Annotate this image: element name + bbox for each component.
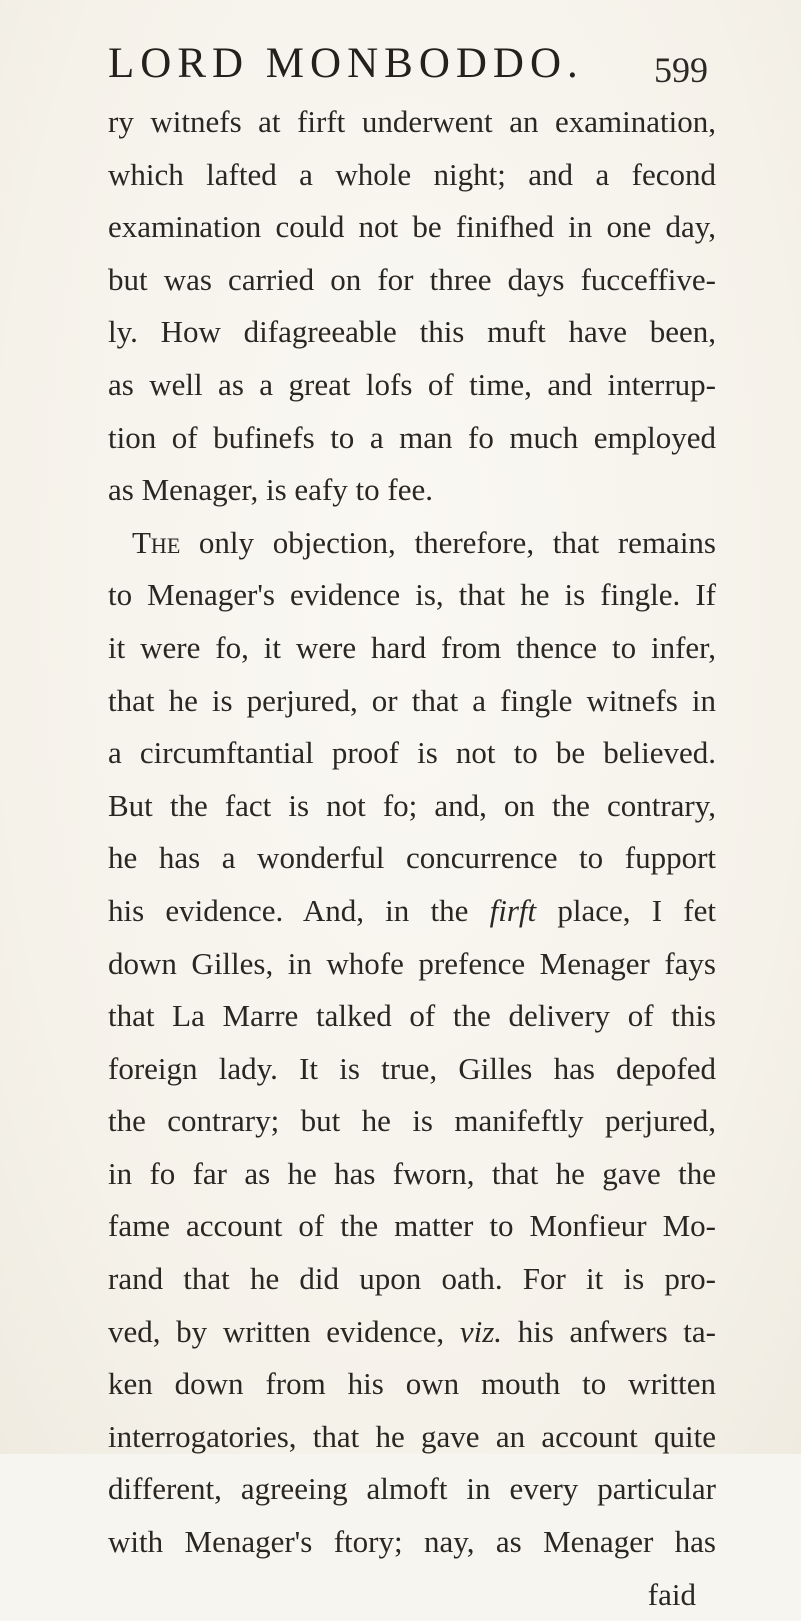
text-line-content	[132, 525, 716, 560]
text-line-part: place, I fet	[536, 892, 716, 928]
text-line-content	[108, 893, 716, 928]
text-line-content: as Menager, is eafy to fee.	[108, 472, 433, 508]
text-line: down Gilles, in whofe prefence Menager fays	[108, 945, 716, 981]
catchword: faid	[647, 1576, 696, 1612]
text-line: in fo far as he has fworn, that he gave the	[108, 1155, 716, 1191]
smallcaps-word: The	[132, 524, 181, 560]
text-line-part: ved, by written evidence,	[108, 1313, 460, 1349]
text-line	[108, 885, 716, 938]
text-line: to Menager's evidence is, that he is fingle. If	[108, 577, 716, 613]
text-line-part: his anfwers ta-	[502, 1313, 716, 1349]
text-line: that he is perjured, or that a fingle witnefs in	[108, 682, 716, 718]
text-line: but was carried on for three days fucceffive-	[108, 261, 716, 297]
text-line: as well as a great lofs of time, and interrup-	[108, 366, 716, 402]
text-line: he has a wonderful concurrence to fupport	[108, 840, 716, 876]
text-line-rest: only objection, therefore, that remains	[180, 524, 716, 560]
text-line: examination could not be finifhed in one day,	[108, 209, 716, 245]
text-line: ry witnefs at firft underwent an examination,	[108, 104, 716, 139]
text-line-paragraph-start	[108, 517, 716, 570]
text-line: interrogatories, that he gave an account quite	[108, 1418, 716, 1454]
text-line: fame account of the matter to Monfieur Mo-	[108, 1208, 716, 1244]
italic-word: firft	[489, 892, 537, 928]
text-line	[108, 464, 716, 517]
body-text	[108, 96, 716, 1621]
text-line: ly. How difagreeable this muft have been,	[108, 314, 716, 350]
text-line: it were fo, it were hard from thence to infer,	[108, 629, 716, 665]
text-line: tion of bufinefs to a man fo much employed	[108, 419, 716, 455]
text-line: a circumftantial proof is not to be believed.	[108, 735, 716, 771]
text-line: with Menager's ftory; nay, as Menager has	[108, 1524, 716, 1560]
running-title: LORD MONBODDO.	[108, 40, 584, 87]
text-line: which lafted a whole night; and a fecond	[108, 156, 716, 192]
text-line: different, agreeing almoft in every particular	[108, 1471, 716, 1507]
page-number: 599	[654, 50, 708, 90]
text-line-part: his evidence. And, in the	[108, 892, 490, 928]
text-line: the contrary; but he is manifeftly perjured,	[108, 1103, 716, 1139]
text-line: foreign lady. It is true, Gilles has depofed	[108, 1050, 716, 1086]
running-head	[108, 34, 708, 94]
text-line: rand that he did upon oath. For it is pro-	[108, 1261, 716, 1297]
text-line	[108, 1306, 716, 1359]
text-line: But the fact is not fo; and, on the contrary,	[108, 787, 716, 823]
text-line: ken down from his own mouth to written	[108, 1366, 716, 1402]
text-line-content	[108, 1314, 716, 1349]
text-line: that La Marre talked of the delivery of this	[108, 998, 716, 1034]
italic-word: viz.	[459, 1313, 503, 1349]
